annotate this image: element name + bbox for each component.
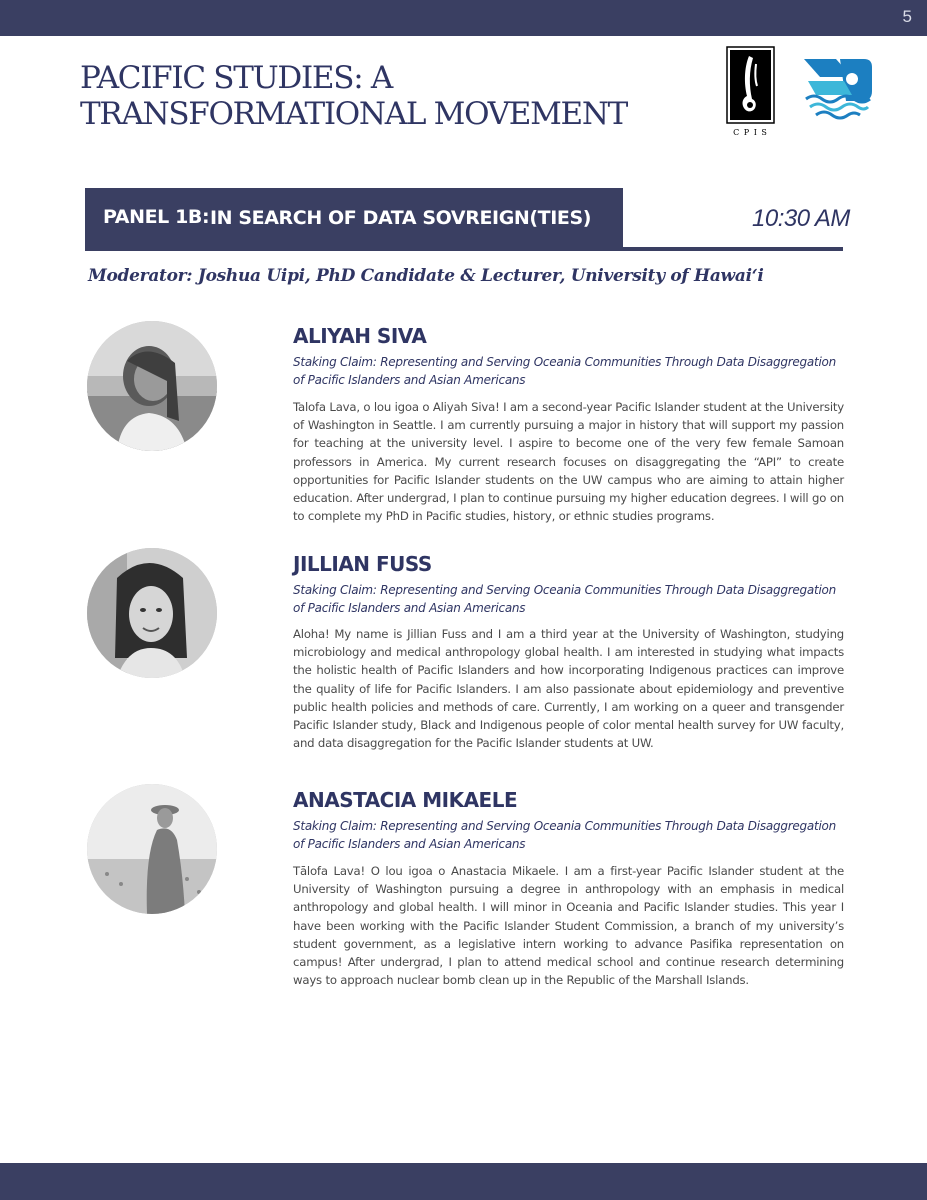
- talk-title-line-1: Staking Claim: Representing and Serving Oceania Communities Through Data Disaggregation: [293, 819, 836, 833]
- talk-title-line-1: Staking Claim: Representing and Serving Oceania Communities Through Data Disaggregation: [293, 355, 836, 369]
- speaker-photo-jillian-fuss: [87, 548, 217, 678]
- panel-time: 10:30 AM: [752, 205, 850, 232]
- top-header-bar: [0, 0, 927, 36]
- speaker-bio-aliyah-siva: Talofa Lava, o lou igoa o Aliyah Siva! I am a second-year Pacific Islander student at the University of Washington in Seattle. I am currently pursuing a major in history that will support my passion for teaching at the university level. I aspire to become one of the very few female Samoan professors in America. My current research focuses on disaggregating the “API” to create opportunities for Pacific Islander students on the UW campus who are aiming to attain higher education. After undergrad, I plan to continue pursuing my higher education degrees. I will go on to complete my PhD in Pacific studies, history, or ethnic studies programs.: [293, 400, 844, 524]
- panel-label: PANEL 1B:: [103, 206, 210, 228]
- speaker-photo-anastacia-mikaele: [87, 784, 217, 914]
- panel-header-rule: [85, 247, 843, 251]
- page-title: [80, 60, 720, 132]
- talk-title-line-2: of Pacific Islanders and Asian Americans: [293, 836, 526, 851]
- page-number: 5: [902, 7, 912, 26]
- bottom-footer-bar: [0, 1163, 927, 1200]
- wave-fish-logo: [800, 55, 874, 121]
- talk-title-line-2: of Pacific Islanders and Asian Americans: [293, 372, 526, 387]
- speaker-bio-jillian-fuss: Aloha! My name is Jillian Fuss and I am a third year at the University of Washington, studying microbiology and medical anthropology global health. I am interested in studying what impacts the holistic health of Pacific Islanders and how incorporating Indigenous practices can improve the quality of life for Pacific Islanders. I am also passionate about epidemiology and preventive public health policies and methods of care. Currently, I am working on a queer and transgender Pacific Islander study, Black and Indigenous people of color mental health survey for UW faculty, and data disaggregation for the Pacific Islander students at UW.: [293, 627, 844, 751]
- speaker-talk-title-jillian-fuss: [293, 582, 853, 617]
- page-title-line-2: TRANSFORMATIONAL MOVEMENT: [80, 96, 628, 132]
- speaker-name-aliyah-siva: ALIYAH SIVA: [293, 324, 427, 348]
- cpis-logo: [726, 46, 775, 139]
- talk-title-line-1: Staking Claim: Representing and Serving Oceania Communities Through Data Disaggregation: [293, 583, 836, 597]
- speaker-photo-aliyah-siva: [87, 321, 217, 451]
- page-title-line-1: PACIFIC STUDIES: A: [80, 60, 392, 96]
- speaker-name-anastacia-mikaele: ANASTACIA MIKAELE: [293, 788, 518, 812]
- speaker-bio-anastacia-mikaele: Tālofa Lava! O lou igoa o Anastacia Mikaele. I am a first-year Pacific Islander student at the University of Washington pursuing a degree in anthropology with an emphasis in medical anthropology and global health. I will minor in Oceania and Pacific Islander studies. This year I have been working with the Pacific Islander Student Commission, a branch of my university’s student government, as a legislative intern working to advance Pasifika representation on campus! After undergrad, I plan to attend medical school and continue research determining ways to approach nuclear bomb clean up in the Republic of the Marshall Islands.: [293, 864, 844, 988]
- speaker-talk-title-aliyah-siva: [293, 354, 853, 389]
- panel-title: IN SEARCH OF DATA SOVREIGN(TIES): [210, 207, 592, 229]
- moderator-line: Moderator: Joshua Uipi, PhD Candidate & Lecturer, University of Hawai‘i: [88, 266, 764, 286]
- speaker-name-jillian-fuss: JILLIAN FUSS: [293, 552, 432, 576]
- talk-title-line-2: of Pacific Islanders and Asian Americans: [293, 600, 526, 615]
- cpis-logo-text: C P I S: [733, 128, 768, 137]
- speaker-talk-title-anastacia-mikaele: [293, 818, 853, 853]
